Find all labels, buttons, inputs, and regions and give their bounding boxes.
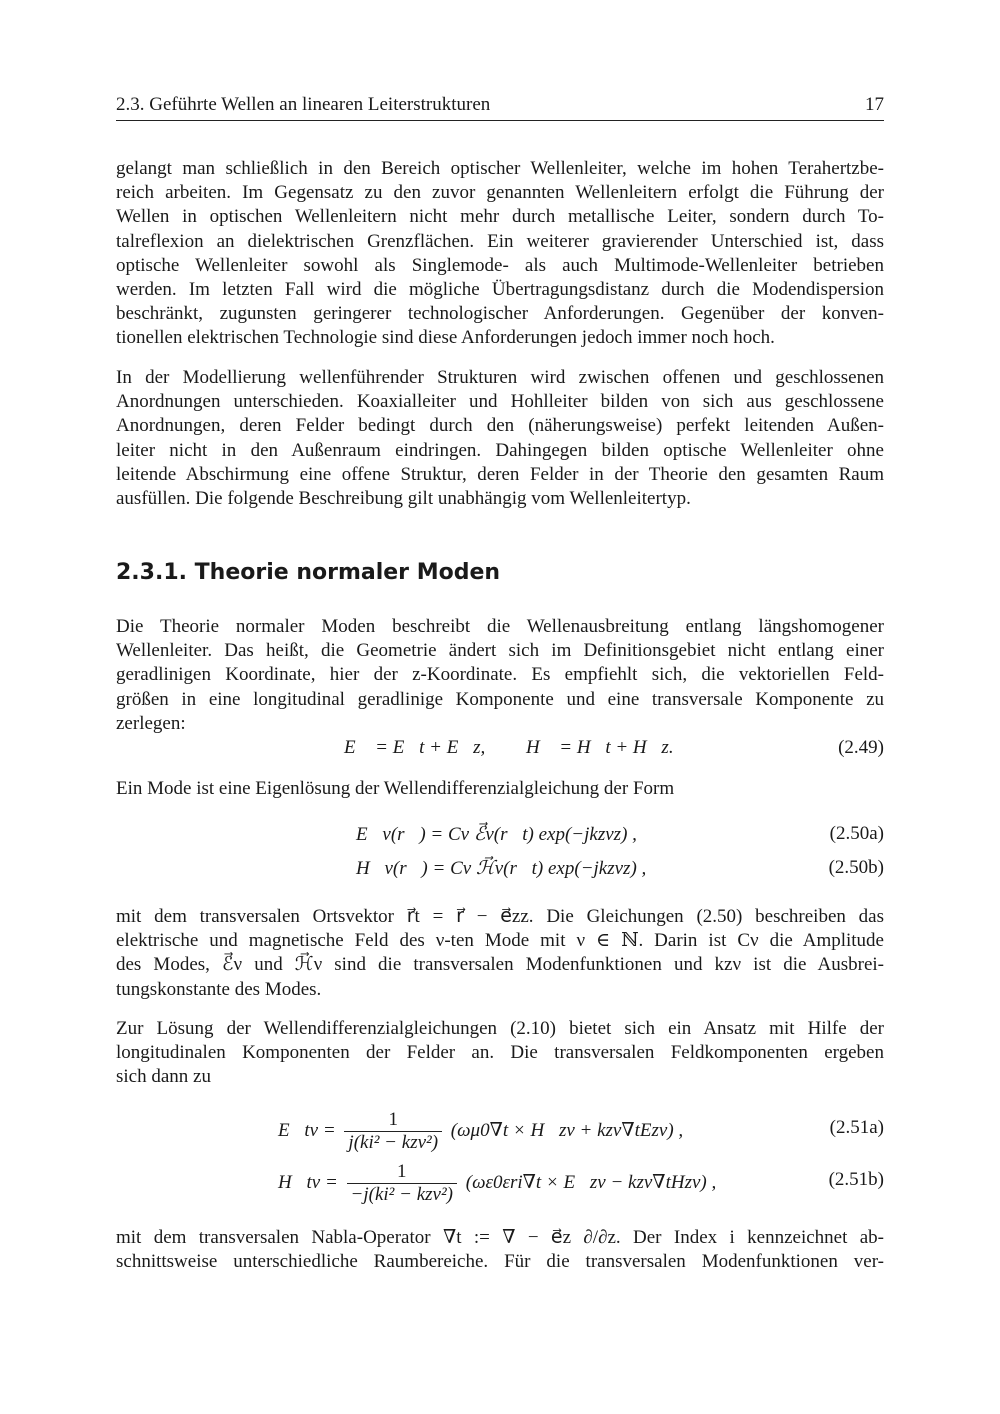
fraction-denominator: j(ki² − kzν²): [348, 1132, 439, 1153]
paragraph-optical-waveguides: [116, 157, 884, 351]
equation-number: (2.50a): [829, 823, 884, 844]
text-line: Anordnungen unterschieden. Koaxialleiter und Hohlleiter bilden von sich aus geschlossene: [116, 391, 884, 413]
fraction: [347, 1161, 457, 1206]
text-line: Ein Mode ist eine Eigenlösung der Wellendifferenzialgleichung der Form: [116, 778, 675, 799]
equation-expression: [278, 1161, 716, 1206]
equation-rhs: H⃗ = H⃗t + H⃗z.: [526, 737, 674, 758]
equation-body: (ωε0εri∇t × E⃗zν − kzν∇tHzν) ,: [465, 1171, 717, 1193]
paragraph-mode-definition: [116, 905, 884, 1002]
paragraph-normal-modes: [116, 615, 884, 736]
fraction-denominator: −j(ki² − kzν²): [350, 1184, 453, 1205]
text-line: zerlegen:: [116, 712, 186, 734]
text-line: sich dann zu: [116, 1066, 211, 1088]
paragraph-nabla-operator: [116, 1226, 884, 1274]
text-line: tungskonstante des Modes.: [116, 978, 322, 1000]
text-line: ausfüllen. Die folgende Beschreibung gilt unabhängig vom Wellenleitertyp.: [116, 487, 691, 509]
equation-number: (2.50b): [828, 857, 884, 878]
text-line: In der Modellierung wellenführender Strukturen wird zwischen offenen und geschlossenen: [116, 367, 884, 388]
paragraph-eigen-solution: [116, 777, 884, 801]
text-line: longitudinalen Komponenten der Felder an. Die transversalen Feldkomponenten ergeben: [116, 1042, 884, 1064]
equation-number: (2.49): [838, 737, 884, 758]
paragraph-longitudinal-approach: [116, 1017, 884, 1090]
text-line: Die Theorie normaler Moden beschreibt die Wellenausbreitung entlang längshomogener: [116, 616, 884, 637]
text-line: des Modes, ℰ⃗ν und ℋ⃗ν sind die transversalen Modenfunktionen und kzν ist die Ausbrei-: [116, 954, 884, 976]
subsection-heading: 2.3.1. Theorie normaler Moden: [116, 560, 501, 585]
page-number: 17: [865, 94, 884, 115]
fraction: [344, 1109, 442, 1154]
text-line: talreflexion an dielektrischen Grenzflächen. Ein weiterer gravierender Unterschied ist, dass: [116, 230, 884, 252]
equation-number: (2.51a): [829, 1117, 884, 1138]
fraction-numerator: 1: [344, 1109, 442, 1132]
equation-2-51b: [116, 1157, 884, 1205]
equation-expression: E⃗ν(r⃗) = Cν ℰ⃗ν(r⃗t) exp(−jkzνz) ,: [356, 824, 637, 845]
equation-2-51a: [116, 1105, 884, 1153]
text-line: beschränkt, zugunsten geringerer technologischer Anforderungen. Gegenüber der konven-: [116, 303, 884, 325]
text-line: mit dem transversalen Ortsvektor r⃗t = r⃗ − e⃗zz. Die Gleichungen (2.50) beschreiben das: [116, 906, 884, 927]
fraction-numerator: 1: [347, 1161, 457, 1184]
equation-body: (ωμ0∇t × H⃗zν + kzν∇tEzν) ,: [450, 1119, 684, 1141]
text-line: geradlinigen Koordinate, hier der z-Koordinate. Es empfiehlt sich, die vektoriellen Feld-: [116, 664, 884, 686]
text-line: elektrische und magnetische Feld des ν-ten Mode mit ν ∈ ℕ. Darin ist Cν die Amplitude: [116, 930, 884, 952]
text-line: größen in eine longitudinal geradlinige Komponente und eine transversale Komponente zu: [116, 688, 884, 710]
running-header: [116, 94, 884, 121]
text-line: leitende Abschirmung eine offene Struktur, deren Felder in der Theorie den gesamten Raum: [116, 463, 884, 485]
text-line: schnittsweise unterschiedliche Raumbereiche. Für die transversalen Modenfunktionen ver-: [116, 1251, 884, 1273]
equation-number: (2.51b): [828, 1169, 884, 1190]
equation-lhs: H⃗tν =: [278, 1171, 338, 1193]
text-line: werden. Im letzten Fall wird die mögliche Übertragungsdistanz durch die Modendispersion: [116, 278, 884, 300]
equation-expression: [278, 1109, 683, 1154]
paragraph-open-closed-structures: [116, 366, 884, 511]
text-line: Zur Lösung der Wellendifferenzialgleichungen (2.10) bietet sich ein Ansatz mit Hilfe der: [116, 1018, 884, 1039]
equation-2-49: [116, 737, 884, 767]
text-line: optische Wellenleiter sowohl als Singlemode- als auch Multimode-Wellenleiter betrieben: [116, 254, 884, 276]
equation-2-50a: [116, 823, 884, 853]
equation-2-50b: [116, 857, 884, 887]
text-line: Anordnungen, deren Felder bedingt durch den (näherungsweise) perfekt leitenden Außen-: [116, 415, 884, 437]
text-line: Wellen in optischen Wellenleitern nicht mehr durch metallische Leiter, sondern durch To-: [116, 206, 884, 228]
text-line: tionellen elektrischen Technologie sind diese Anforderungen jedoch immer noch hoch.: [116, 327, 775, 349]
text-line: Wellenleiter. Das heißt, die Geometrie ändert sich im Definitionsgebiet nicht entlang einer: [116, 640, 884, 662]
text-line: gelangt man schließlich in den Bereich optischer Wellenleiter, welche im hohen Terahertzbe-: [116, 158, 884, 179]
equation-lhs: E⃗tν =: [278, 1119, 336, 1141]
text-line: leiter nicht in den Außenraum eindringen. Dahingegen bilden optische Wellenleiter ohne: [116, 439, 884, 461]
text-line: reich arbeiten. Im Gegensatz zu den zuvor genannten Wellenleitern erfolgt die Führung der: [116, 182, 884, 204]
equation-lhs: E⃗ = E⃗t + E⃗z,: [344, 737, 486, 758]
header-section-title: 2.3. Geführte Wellen an linearen Leiterstrukturen: [116, 94, 491, 115]
text-line: mit dem transversalen Nabla-Operator ∇t := ∇ − e⃗z ∂/∂z. Der Index i kennzeichnet ab-: [116, 1227, 884, 1248]
equation-expression: H⃗ν(r⃗) = Cν ℋ⃗ν(r⃗t) exp(−jkzνz) ,: [356, 858, 647, 879]
